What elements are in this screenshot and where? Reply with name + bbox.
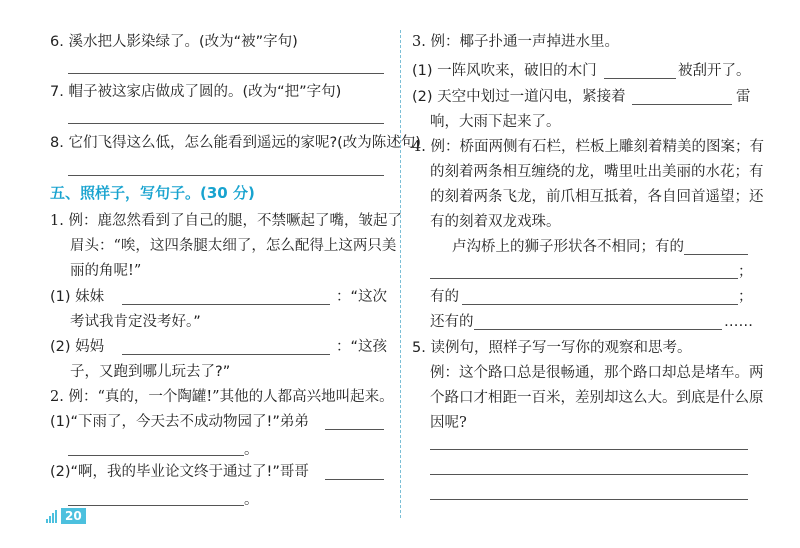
item-4-prompt: 卢沟桥上的狮子形状各不相同；有的 bbox=[452, 239, 684, 255]
answer-line-q8[interactable] bbox=[68, 175, 384, 176]
item-1-1-line-2: 考试我肯定没考好。” bbox=[70, 314, 201, 330]
item-1-2-line-2: 子，又跑到哪儿玩去了?” bbox=[70, 364, 231, 380]
item-2-1-line-1: (1)“下雨了，今天去不成动物园了!”弟弟 bbox=[50, 414, 309, 430]
item-2-2-end: 。 bbox=[244, 492, 259, 508]
answer-line-5-c[interactable] bbox=[430, 499, 748, 500]
answer-line-4-b[interactable] bbox=[430, 278, 738, 279]
item-3-2-tail: 雷 bbox=[736, 89, 751, 105]
item-3-1-lead: (1) 一阵风吹来，破旧的木门 bbox=[412, 63, 597, 79]
answer-line-4-c[interactable] bbox=[462, 304, 738, 305]
item-3-2-lead: (2) 天空中划过一道闪电，紧接着 bbox=[412, 89, 626, 105]
item-4-youde: 有的 bbox=[430, 289, 459, 305]
column-divider bbox=[400, 30, 401, 518]
item-3-1-tail: 被刮开了。 bbox=[678, 63, 751, 79]
question-6: 6. 溪水把人影染绿了。(改为“被”字句) bbox=[50, 34, 298, 50]
example-4-line-4: 有的刻着双龙戏珠。 bbox=[430, 214, 561, 230]
answer-line-5-b[interactable] bbox=[430, 474, 748, 475]
item-1-2-tail: ：“这孩 bbox=[336, 339, 388, 355]
example-4-line-2: 的刻着两条相互缠绕的龙，嘴里吐出美丽的水花；有 bbox=[430, 164, 764, 180]
example-4-line-3: 的刻着两条飞龙，前爪相互抵着，各自回首遥望；还 bbox=[430, 189, 764, 205]
example-5-line-1: 例：这个路口总是很畅通，那个路口却总是堵车。两 bbox=[430, 365, 764, 381]
example-1-line-2: 眉头：“唉，这四条腿太细了，怎么配得上这两只美 bbox=[70, 238, 397, 254]
item-1-1-tail: ：“这次 bbox=[336, 289, 388, 305]
page-number-badge bbox=[46, 508, 86, 524]
example-1-line-3: 丽的角呢!” bbox=[70, 263, 142, 279]
answer-line-2-1-b[interactable] bbox=[68, 455, 244, 456]
item-4-semicolon-1: ； bbox=[738, 264, 753, 280]
page-number: 20 bbox=[61, 508, 86, 524]
item-1-2-lead: (2) 妈妈 bbox=[50, 339, 105, 355]
item-1-1-lead: (1) 妹妹 bbox=[50, 289, 105, 305]
item-4-ellipsis: …… bbox=[724, 314, 753, 330]
answer-line-4-a[interactable] bbox=[684, 254, 748, 255]
example-1-line-1: 1. 例：鹿忽然看到了自己的腿，不禁噘起了嘴，皱起了 bbox=[50, 213, 402, 229]
answer-line-1-1[interactable] bbox=[122, 304, 330, 305]
answer-line-3-2[interactable] bbox=[632, 104, 732, 105]
answer-line-2-2-a[interactable] bbox=[325, 479, 384, 480]
example-4-line-1: 4. 例：桥面两侧有石栏，栏板上雕刻着精美的图案；有 bbox=[412, 139, 764, 155]
answer-line-2-1-a[interactable] bbox=[325, 429, 384, 430]
answer-line-q7[interactable] bbox=[68, 123, 384, 124]
answer-line-q6[interactable] bbox=[68, 73, 384, 74]
bars-decoration-icon bbox=[46, 509, 58, 523]
item-2-1-end: 。 bbox=[244, 442, 259, 458]
example-3-line-1: 3. 例：椰子扑通一声掉进水里。 bbox=[412, 34, 619, 50]
answer-line-4-d[interactable] bbox=[474, 329, 722, 330]
item-3-2-line-2: 响，大雨下起来了。 bbox=[430, 114, 561, 130]
answer-line-3-1[interactable] bbox=[604, 78, 676, 79]
answer-line-5-a[interactable] bbox=[430, 449, 748, 450]
answer-line-2-2-b[interactable] bbox=[68, 505, 244, 506]
question-5-title: 5. 读例句，照样子写一写你的观察和思考。 bbox=[412, 340, 692, 356]
item-2-2-line-1: (2)“啊，我的毕业论文终于通过了!”哥哥 bbox=[50, 464, 309, 480]
example-5-line-3: 因呢? bbox=[430, 415, 467, 431]
item-4-haiyou: 还有的 bbox=[430, 314, 474, 330]
item-4-semicolon-2: ； bbox=[738, 289, 753, 305]
example-5-line-2: 个路口才相距一百米，差别却这么大。到底是什么原 bbox=[430, 390, 764, 406]
question-8: 8. 它们飞得这么低，怎么能看到遥远的家呢?(改为陈述句) bbox=[50, 135, 421, 151]
question-7: 7. 帽子被这家店做成了圆的。(改为“把”字句) bbox=[50, 84, 342, 100]
section-title: 五、照样子，写句子。(30 分) bbox=[50, 184, 255, 202]
answer-line-1-2[interactable] bbox=[122, 354, 330, 355]
example-2-line-1: 2. 例：“真的，一个陶罐!”其他的人都高兴地叫起来。 bbox=[50, 389, 394, 405]
